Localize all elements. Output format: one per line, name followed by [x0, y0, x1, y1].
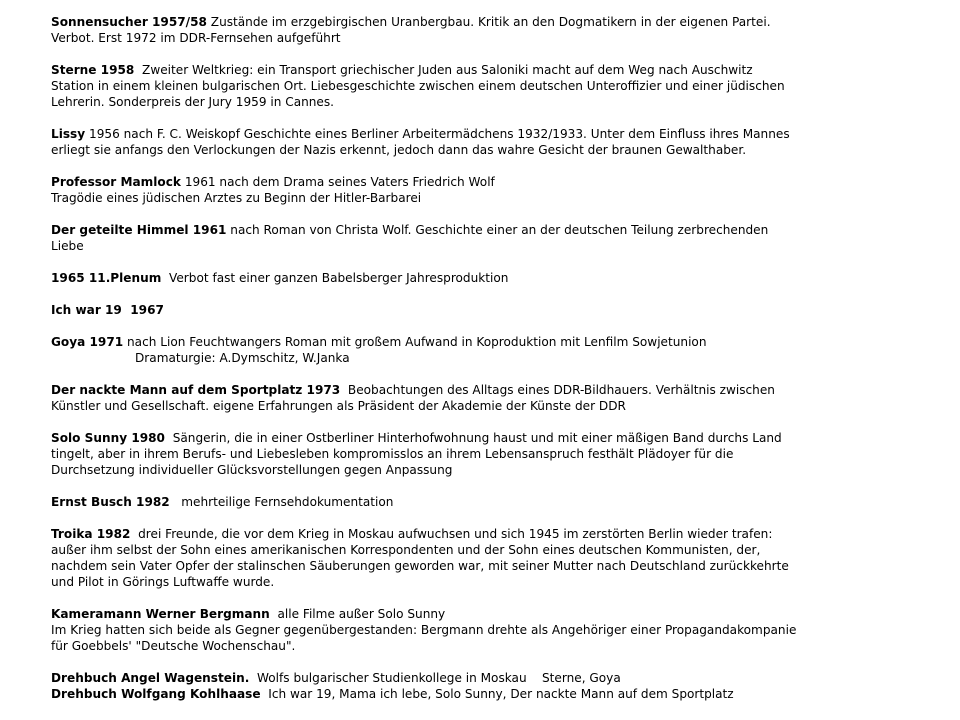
entry-text: Wolfs bulgarischer Studienkollege in Moskau Sterne, Goya	[257, 671, 621, 685]
entry-title: Troika 1982	[51, 527, 131, 541]
entry-text: mehrteilige Fernsehdokumentation	[181, 495, 394, 509]
entry-der-geteilte-himmel	[51, 222, 931, 254]
entry-title: Goya 1971	[51, 335, 124, 349]
entry-professor-mamlock	[51, 174, 931, 206]
entry-ernst-busch	[51, 494, 931, 510]
entry-drehbuch-wagenstein	[51, 670, 931, 686]
entry-sonnensucher	[51, 14, 931, 46]
entry-line: Im Krieg hatten sich beide als Gegner gegenübergestanden: Bergmann drehte als Angehöriger einer Propagandakompanie	[51, 623, 797, 637]
entry-line	[51, 526, 931, 542]
entry-text: alle Filme außer Solo Sunny	[277, 607, 446, 621]
entry-der-nackte-mann	[51, 382, 931, 414]
entry-title: Sonnensucher 1957/58	[51, 15, 207, 29]
entry-title: Der geteilte Himmel 1961	[51, 223, 227, 237]
entry-line	[51, 686, 931, 702]
entry-line	[51, 494, 931, 510]
entry-line	[51, 222, 931, 238]
entry-solo-sunny	[51, 430, 931, 478]
entry-line	[51, 126, 931, 142]
entry-title: Der nackte Mann auf dem Sportplatz 1973	[51, 383, 341, 397]
entry-text: drei Freunde, die vor dem Krieg in Moskau aufwuchsen und sich 1945 im zerstörten Berlin wieder trafen:	[138, 527, 773, 541]
entry-line: Künstler und Gesellschaft. eigene Erfahrungen als Präsident der Akademie der Künste der DDR	[51, 399, 626, 413]
entry-line: Liebe	[51, 239, 84, 253]
entry-text: nach Lion Feuchtwangers Roman mit großem Aufwand in Koproduktion mit Lenfilm Sowjetunion	[127, 335, 707, 349]
entry-line	[51, 430, 931, 446]
document-page	[51, 14, 931, 702]
entry-troika	[51, 526, 931, 590]
entry-line: Dramaturgie: A.Dymschitz, W.Janka	[135, 351, 350, 365]
entry-goya	[51, 334, 931, 366]
entry-ich-war-19	[51, 302, 931, 318]
entry-line: Durchsetzung individueller Glücksvorstellungen gegen Anpassung	[51, 463, 453, 477]
entry-line: außer ihm selbst der Sohn eines amerikanischen Korrespondenten und der Sohn eines deutschen Kommunisten, der,	[51, 543, 761, 557]
entry-line	[51, 270, 931, 286]
entry-line	[51, 334, 931, 350]
entry-title: Sterne 1958	[51, 63, 135, 77]
entry-line	[51, 382, 931, 398]
entry-title: Ernst Busch 1982	[51, 495, 170, 509]
entry-line: Station in einem kleinen bulgarischen Ort. Liebesgeschichte zwischen einem deutschen Unteroffizier und einer jüdischen	[51, 79, 785, 93]
entry-title: Ich war 19 1967	[51, 303, 164, 317]
entry-title: 1965 11.Plenum	[51, 271, 162, 285]
entry-line	[51, 174, 931, 190]
entry-title: Drehbuch Angel Wagenstein.	[51, 671, 250, 685]
entry-line: Tragödie eines jüdischen Arztes zu Beginn der Hitler-Barbarei	[51, 191, 422, 205]
entry-text: 1956 nach F. C. Weiskopf Geschichte eines Berliner Arbeitermädchens 1932/1933. Unter dem Einfluss ihres Mannes	[89, 127, 790, 141]
entry-line: für Goebbels' "Deutsche Wochenschau".	[51, 639, 296, 653]
entry-title: Kameramann Werner Bergmann	[51, 607, 270, 621]
entry-text: Ich war 19, Mama ich lebe, Solo Sunny, Der nackte Mann auf dem Sportplatz	[268, 687, 734, 701]
entry-text: Verbot fast einer ganzen Babelsberger Jahresproduktion	[169, 271, 509, 285]
entry-line	[51, 670, 931, 686]
entry-line: erliegt sie anfangs den Verlockungen der Nazis erkennt, jedoch dann das wahre Gesicht der braunen Gewalthaber.	[51, 143, 747, 157]
entry-line: Lehrerin. Sonderpreis der Jury 1959 in Cannes.	[51, 95, 335, 109]
entry-title: Professor Mamlock	[51, 175, 181, 189]
entry-lissy	[51, 126, 931, 158]
entry-plenum-1965	[51, 270, 931, 286]
entry-title: Drehbuch Wolfgang Kohlhaase	[51, 687, 261, 701]
entry-line	[51, 606, 931, 622]
entry-text: nach Roman von Christa Wolf. Geschichte einer an der deutschen Teilung zerbrechenden	[230, 223, 769, 237]
entry-line: Verbot. Erst 1972 im DDR-Fernsehen aufgeführt	[51, 31, 341, 45]
entry-title: Lissy	[51, 127, 86, 141]
entry-text: Zweiter Weltkrieg: ein Transport griechischer Juden aus Saloniki macht auf dem Weg nach Auschwitz	[142, 63, 753, 77]
entry-line: und Pilot in Görings Luftwaffe wurde.	[51, 575, 275, 589]
entry-title: Solo Sunny 1980	[51, 431, 165, 445]
entry-sterne	[51, 62, 931, 110]
entry-line	[51, 14, 931, 30]
entry-text: Zustände im erzgebirgischen Uranbergbau. Kritik an den Dogmatikern in der eigenen Partei.	[210, 15, 771, 29]
entry-kameramann	[51, 606, 931, 654]
entry-line	[51, 62, 931, 78]
entry-line	[51, 302, 931, 318]
entry-text: 1961 nach dem Drama seines Vaters Friedrich Wolf	[184, 175, 495, 189]
entry-line: nachdem sein Vater Opfer der stalinschen Säuberungen geworden war, mit seiner Mutter nach Deutschland zurückkehrte	[51, 559, 789, 573]
entry-text: Sängerin, die in einer Ostberliner Hinterhofwohnung haust und mit einer mäßigen Band durchs Land	[172, 431, 782, 445]
entry-drehbuch-kohlhaase	[51, 686, 931, 702]
entry-text: Beobachtungen des Alltags eines DDR-Bildhauers. Verhältnis zwischen	[347, 383, 775, 397]
entry-line: tingelt, aber in ihrem Berufs- und Liebesleben kompromisslos an ihrem Lebensanspruch festhält Plädoyer für die	[51, 447, 734, 461]
